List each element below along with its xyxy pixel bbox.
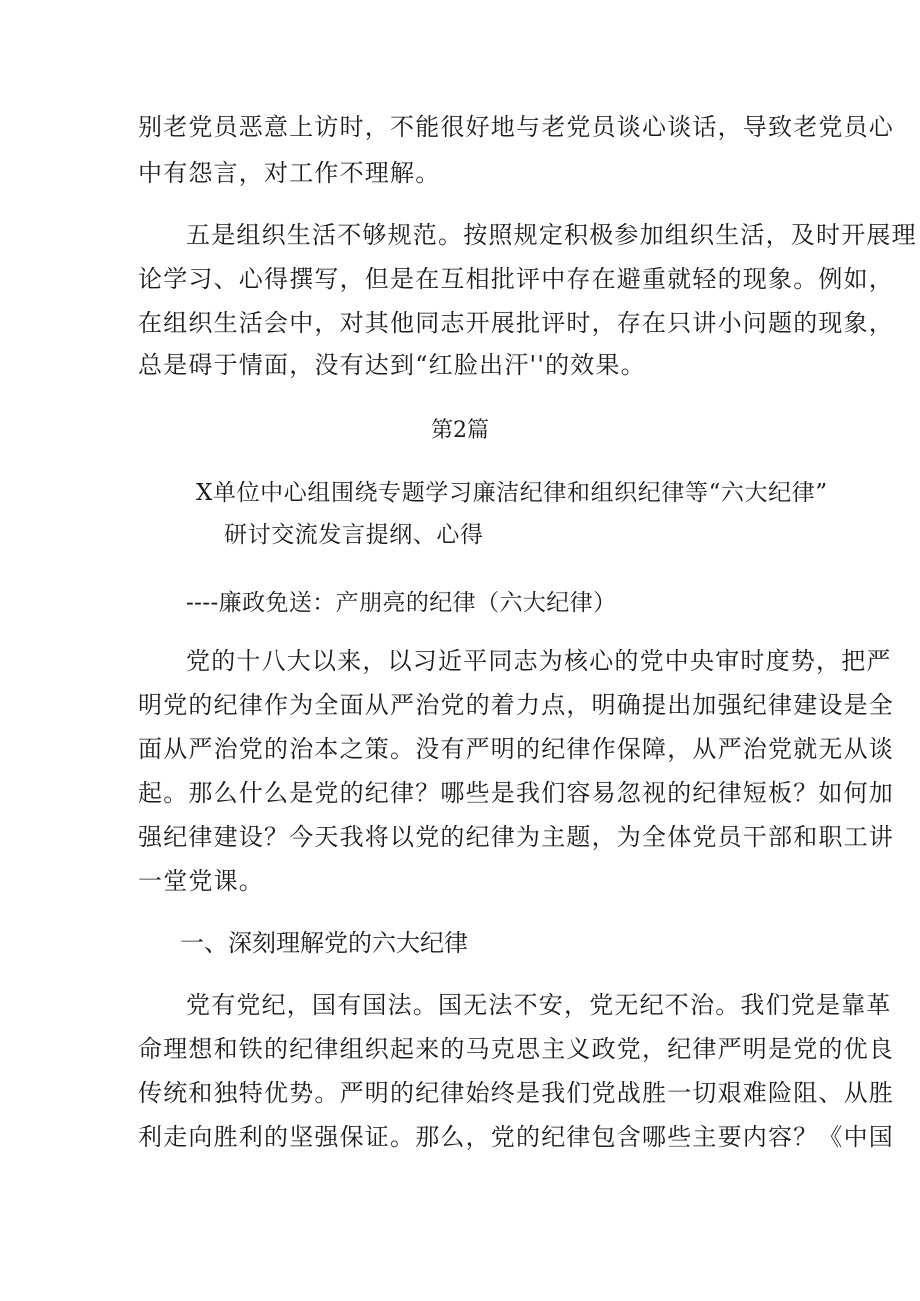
document-title-line-1: X单位中心组围绕专题学习廉洁纪律和组织纪律等“六大纪律” [196, 480, 828, 506]
paragraph-4-line-4: 利走向胜利的坚强保证。那么，党的纪律包含哪些主要内容？《中国 [138, 1123, 894, 1151]
paragraph-3-line-2: 明党的纪律作为全面从严治党的着力点，明确提出加强纪律建设是全 [138, 691, 894, 719]
paragraph-2-line-2: 论学习、心得撰写，但是在互相批评中存在避重就轻的现象。例如， [138, 265, 894, 293]
paragraph-3-line-3: 面从严治党的治本之策。没有严明的纪律作保障，从严治党就无从谈 [138, 735, 894, 763]
paragraph-3-line-4: 起。那么什么是党的纪律？哪些是我们容易忽视的纪律短板？如何加 [138, 779, 894, 807]
paragraph-3-line-5: 强纪律建设？今天我将以党的纪律为主题，为全体党员干部和职工讲 [138, 823, 894, 851]
document-title-line-2: 研讨交流发言提纲、心得 [224, 522, 484, 548]
section-label: 第2篇 [431, 418, 489, 443]
paragraph-3-line-6: 一堂党课。 [138, 867, 264, 895]
paragraph-1-line-2: 中有怨言，对工作不理解。 [138, 159, 441, 187]
paragraph-2-line-1: 五是组织生活不够规范。按照规定积极参加组织生活，及时开展理 [186, 221, 917, 249]
section-heading: 一、深刻理解党的六大纪律 [180, 929, 468, 957]
paragraph-3-line-1: 党的十八大以来，以习近平同志为核心的党中央审时度势，把严 [186, 647, 892, 675]
paragraph-2-line-4: 总是碍于情面，没有达到“红脸出汗''的效果。 [138, 351, 646, 379]
paragraph-4-line-2: 命理想和铁的纪律组织起来的马克思主义政党，纪律严明是党的优良 [138, 1035, 894, 1063]
document-subtitle: ----廉政免送：产朋亮的纪律（六大纪律） [186, 590, 617, 616]
paragraph-4-line-3: 传统和独特优势。严明的纪律始终是我们党战胜一切艰难险阻、从胜 [138, 1079, 894, 1107]
paragraph-4-line-1: 党有党纪，国有国法。国无法不安，党无纪不治。我们党是靠革 [186, 991, 892, 1019]
paragraph-2-line-3: 在组织生活会中，对其他同志开展批评时，存在只讲小问题的现象， [138, 309, 894, 337]
paragraph-1-line-1: 别老党员恶意上访时，不能很好地与老党员谈心谈话，导致老党员心 [138, 113, 894, 141]
